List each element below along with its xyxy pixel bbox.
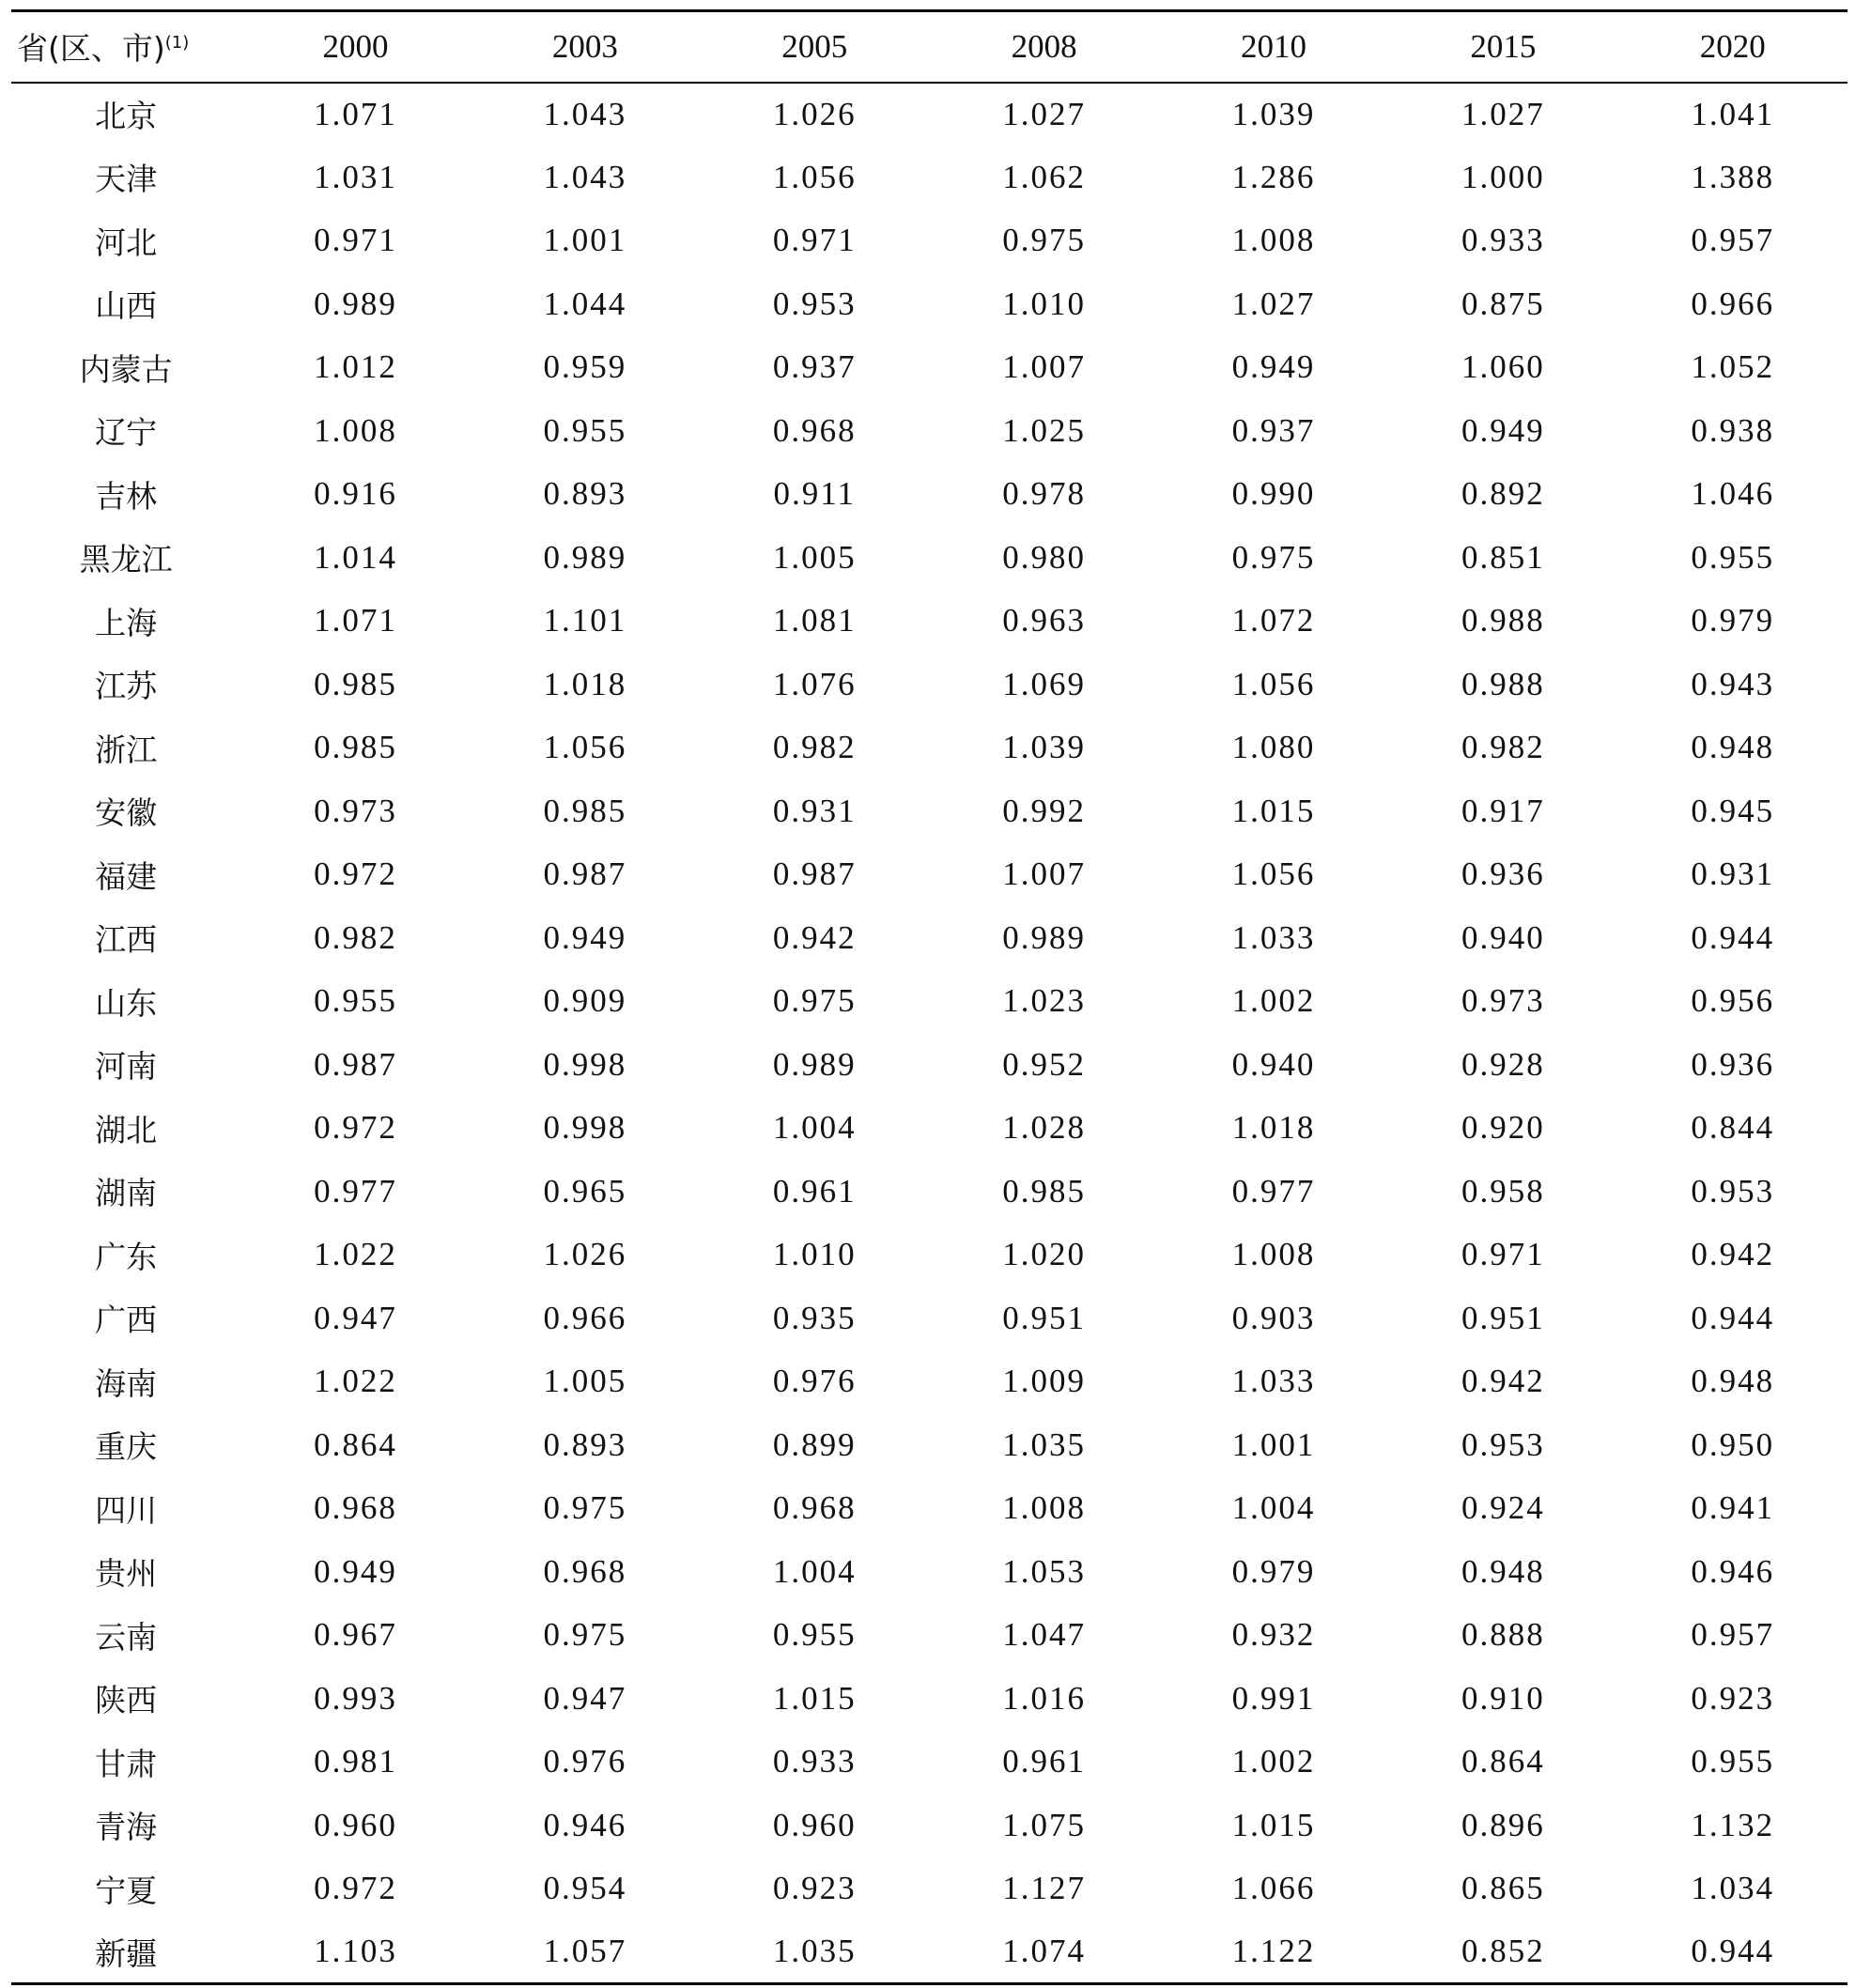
value-cell: 0.959	[543, 348, 627, 386]
value-cell: 1.027	[1002, 95, 1086, 132]
value-cell: 1.025	[1002, 411, 1086, 449]
value-cell: 0.957	[1691, 1616, 1775, 1654]
value-cell: 0.968	[772, 1489, 857, 1527]
value-cell: 0.952	[1002, 1045, 1086, 1083]
value-cell: 0.949	[1231, 348, 1316, 386]
value-cell: 1.008	[1231, 222, 1316, 259]
value-cell: 0.937	[1231, 411, 1316, 449]
value-cell: 0.933	[772, 1743, 857, 1780]
value-cell: 0.931	[1691, 855, 1775, 893]
value-cell: 0.973	[314, 792, 397, 829]
value-cell: 0.972	[314, 1109, 397, 1147]
value-cell: 0.888	[1461, 1616, 1545, 1654]
value-cell: 0.949	[1461, 411, 1545, 449]
province-cell: 辽宁	[95, 414, 158, 452]
value-cell: 0.923	[772, 1870, 857, 1907]
value-cell: 0.973	[1461, 982, 1545, 1020]
value-cell: 1.043	[543, 95, 627, 132]
value-cell: 1.009	[1002, 1363, 1086, 1400]
value-cell: 0.864	[1461, 1743, 1545, 1780]
value-cell: 0.948	[1461, 1552, 1545, 1590]
value-cell: 1.069	[1002, 665, 1086, 702]
value-cell: 1.057	[471, 1920, 700, 1984]
value-cell: 1.076	[772, 665, 857, 702]
province-cell: 天津	[95, 161, 158, 198]
value-cell: 1.015	[772, 1679, 857, 1717]
year-column-header: 2008	[929, 11, 1158, 83]
value-cell: 0.968	[772, 411, 857, 449]
value-cell: 0.993	[314, 1679, 397, 1717]
province-cell: 广东	[95, 1238, 158, 1275]
value-cell: 1.008	[1231, 1236, 1316, 1273]
table-row	[11, 843, 1847, 907]
value-cell: 1.046	[1691, 475, 1775, 513]
value-cell: 1.103	[240, 1920, 470, 1984]
table-row	[11, 209, 1847, 273]
value-cell: 0.987	[772, 855, 857, 893]
value-cell: 1.000	[1461, 158, 1545, 195]
table-row	[11, 1731, 1847, 1795]
year-column-header: 2010	[1159, 11, 1388, 83]
value-cell: 1.071	[314, 602, 397, 640]
table-row	[11, 779, 1847, 843]
value-cell: 1.023	[1002, 982, 1086, 1020]
province-cell: 新疆	[11, 1920, 240, 1984]
value-cell: 1.127	[1002, 1870, 1086, 1907]
value-cell: 1.122	[1159, 1920, 1388, 1984]
province-cell: 浙江	[95, 731, 158, 768]
value-cell: 1.056	[1231, 665, 1316, 702]
value-cell: 1.052	[1691, 348, 1775, 386]
value-cell: 1.034	[1691, 1870, 1775, 1907]
province-cell: 北京	[95, 98, 158, 135]
value-cell: 1.026	[772, 95, 857, 132]
value-cell: 0.955	[314, 982, 397, 1020]
value-cell: 0.988	[1461, 665, 1545, 702]
value-cell: 1.004	[772, 1109, 857, 1147]
value-cell: 0.965	[543, 1172, 627, 1210]
value-cell: 1.047	[1002, 1616, 1086, 1654]
table-row	[11, 83, 1847, 146]
province-cell: 甘肃	[95, 1745, 158, 1782]
table-row	[11, 463, 1847, 527]
value-cell: 0.946	[543, 1806, 627, 1843]
province-cell: 黑龙江	[79, 541, 173, 578]
value-cell: 0.998	[543, 1109, 627, 1147]
value-cell: 1.004	[772, 1552, 857, 1590]
value-cell: 0.977	[314, 1172, 397, 1210]
table-row	[11, 970, 1847, 1034]
value-cell: 0.989	[772, 1045, 857, 1083]
value-cell: 0.957	[1691, 222, 1775, 259]
value-cell: 1.031	[314, 158, 397, 195]
value-cell: 1.035	[1002, 1426, 1086, 1463]
value-cell: 0.975	[543, 1489, 627, 1527]
year-column-header: 2000	[240, 11, 470, 83]
value-cell: 0.966	[1691, 285, 1775, 322]
value-cell: 0.953	[1461, 1426, 1545, 1463]
value-cell: 0.852	[1388, 1920, 1617, 1984]
value-cell: 0.942	[772, 918, 857, 956]
province-cell: 湖南	[95, 1175, 158, 1212]
value-cell: 1.074	[929, 1920, 1158, 1984]
province-cell: 安徽	[95, 794, 158, 832]
value-cell: 0.924	[1461, 1489, 1545, 1527]
table-row	[11, 717, 1847, 780]
province-cell: 河北	[95, 223, 158, 261]
province-cell: 青海	[95, 1809, 158, 1846]
value-cell: 1.018	[543, 665, 627, 702]
value-cell: 0.933	[1461, 222, 1545, 259]
value-cell: 1.060	[1461, 348, 1545, 386]
value-cell: 0.851	[1461, 538, 1545, 576]
table-header-row	[11, 11, 1847, 83]
value-cell: 0.991	[1231, 1679, 1316, 1717]
value-cell: 0.896	[1461, 1806, 1545, 1843]
value-cell: 0.910	[1461, 1679, 1545, 1717]
table-row	[11, 1287, 1847, 1350]
value-cell: 1.043	[543, 158, 627, 195]
value-cell: 0.940	[1461, 918, 1545, 956]
value-cell: 0.844	[1691, 1109, 1775, 1147]
value-cell: 0.989	[543, 538, 627, 576]
value-cell: 1.033	[1231, 918, 1316, 956]
value-cell: 1.008	[314, 411, 397, 449]
value-cell: 1.022	[314, 1363, 397, 1400]
value-cell: 1.010	[772, 1236, 857, 1273]
value-cell: 1.020	[1002, 1236, 1086, 1273]
table-row	[11, 1794, 1847, 1857]
province-cell: 江西	[95, 921, 158, 959]
year-column-header: 2003	[471, 11, 700, 83]
value-cell: 1.066	[1231, 1870, 1316, 1907]
value-cell: 0.948	[1691, 729, 1775, 766]
value-cell: 1.132	[1691, 1806, 1775, 1843]
province-cell: 江苏	[95, 668, 158, 705]
table-row	[11, 906, 1847, 970]
value-cell: 1.027	[1461, 95, 1545, 132]
value-cell: 0.903	[1231, 1299, 1316, 1336]
table-row	[11, 1350, 1847, 1414]
value-cell: 0.990	[1231, 475, 1316, 513]
value-cell: 1.056	[543, 729, 627, 766]
value-cell: 1.007	[1002, 348, 1086, 386]
province-cell: 吉林	[95, 477, 158, 515]
value-cell: 0.941	[1691, 1489, 1775, 1527]
value-cell: 1.002	[1231, 982, 1316, 1020]
value-cell: 1.027	[1231, 285, 1316, 322]
value-cell: 0.923	[1691, 1679, 1775, 1717]
value-cell: 0.979	[1231, 1552, 1316, 1590]
value-cell: 0.865	[1461, 1870, 1545, 1907]
value-cell: 0.955	[1691, 1743, 1775, 1780]
table-row	[11, 590, 1847, 654]
value-cell: 1.008	[1002, 1489, 1086, 1527]
value-cell: 0.920	[1461, 1109, 1545, 1147]
value-cell: 1.004	[1231, 1489, 1316, 1527]
value-cell: 0.958	[1461, 1172, 1545, 1210]
year-column-header: 2005	[700, 11, 929, 83]
table-body	[11, 83, 1847, 1984]
value-cell: 0.961	[1002, 1743, 1086, 1780]
value-cell: 0.960	[772, 1806, 857, 1843]
province-cell: 云南	[95, 1618, 158, 1656]
table-row	[11, 653, 1847, 717]
value-cell: 0.944	[1618, 1920, 1847, 1984]
value-cell: 0.936	[1461, 855, 1545, 893]
value-cell: 1.056	[1231, 855, 1316, 893]
value-cell: 1.005	[772, 538, 857, 576]
value-cell: 0.943	[1691, 665, 1775, 702]
table-row	[11, 146, 1847, 209]
value-cell: 0.982	[314, 918, 397, 956]
value-cell: 1.012	[314, 348, 397, 386]
value-cell: 0.992	[1002, 792, 1086, 829]
value-cell: 0.953	[772, 285, 857, 322]
value-cell: 0.985	[1002, 1172, 1086, 1210]
value-cell: 0.951	[1461, 1299, 1545, 1336]
value-cell: 0.971	[314, 222, 397, 259]
value-cell: 0.892	[1461, 475, 1545, 513]
value-cell: 0.946	[1691, 1552, 1775, 1590]
value-cell: 0.998	[543, 1045, 627, 1083]
province-cell: 广西	[95, 1302, 158, 1339]
data-table-container	[11, 9, 1847, 1985]
value-cell: 0.978	[1002, 475, 1086, 513]
value-cell: 1.062	[1002, 158, 1086, 195]
value-cell: 0.953	[1691, 1172, 1775, 1210]
table-row	[11, 526, 1847, 590]
table-row	[11, 1604, 1847, 1668]
table-row	[11, 1097, 1847, 1161]
value-cell: 0.942	[1691, 1236, 1775, 1273]
value-cell: 0.985	[314, 729, 397, 766]
value-cell: 0.893	[543, 1426, 627, 1463]
value-cell: 1.080	[1231, 729, 1316, 766]
value-cell: 0.960	[314, 1806, 397, 1843]
province-header-label: 省(区、市)	[17, 30, 165, 68]
value-cell: 1.015	[1231, 1806, 1316, 1843]
value-cell: 0.875	[1461, 285, 1545, 322]
province-header-footnote: (1)	[164, 33, 190, 54]
value-cell: 0.948	[1691, 1363, 1775, 1400]
value-cell: 0.961	[772, 1172, 857, 1210]
province-cell: 上海	[95, 604, 158, 641]
value-cell: 0.971	[772, 222, 857, 259]
value-cell: 0.950	[1691, 1426, 1775, 1463]
value-cell: 1.026	[543, 1236, 627, 1273]
value-cell: 1.081	[772, 602, 857, 640]
table-row	[11, 336, 1847, 400]
value-cell: 0.932	[1231, 1616, 1316, 1654]
province-cell: 内蒙古	[79, 350, 173, 388]
value-cell: 0.968	[314, 1489, 397, 1527]
value-cell: 1.016	[1002, 1679, 1086, 1717]
table-row	[11, 1857, 1847, 1921]
value-cell: 0.955	[543, 411, 627, 449]
value-cell: 0.947	[543, 1679, 627, 1717]
value-cell: 1.001	[543, 222, 627, 259]
value-cell: 0.977	[1231, 1172, 1316, 1210]
value-cell: 0.966	[543, 1299, 627, 1336]
value-cell: 1.010	[1002, 285, 1086, 322]
value-cell: 0.909	[543, 982, 627, 1020]
value-cell: 0.976	[772, 1363, 857, 1400]
value-cell: 1.035	[700, 1920, 929, 1984]
value-cell: 0.938	[1691, 411, 1775, 449]
value-cell: 0.945	[1691, 792, 1775, 829]
value-cell: 0.944	[1691, 918, 1775, 956]
value-cell: 0.954	[543, 1870, 627, 1907]
value-cell: 0.893	[543, 475, 627, 513]
value-cell: 0.972	[314, 1870, 397, 1907]
table-row	[11, 1667, 1847, 1731]
province-index-table	[11, 9, 1847, 1985]
table-row	[11, 272, 1847, 336]
value-cell: 1.002	[1231, 1743, 1316, 1780]
value-cell: 1.039	[1002, 729, 1086, 766]
value-cell: 0.955	[772, 1616, 857, 1654]
province-cell: 海南	[95, 1364, 158, 1402]
value-cell: 0.989	[314, 285, 397, 322]
value-cell: 0.944	[1691, 1299, 1775, 1336]
province-cell: 山西	[95, 287, 158, 325]
province-cell: 山东	[95, 984, 158, 1022]
value-cell: 0.949	[314, 1552, 397, 1590]
value-cell: 0.982	[772, 729, 857, 766]
value-cell: 0.955	[1691, 538, 1775, 576]
value-cell: 0.975	[1002, 222, 1086, 259]
value-cell: 0.987	[314, 1045, 397, 1083]
value-cell: 0.928	[1461, 1045, 1545, 1083]
value-cell: 0.980	[1002, 538, 1086, 576]
table-row	[11, 1413, 1847, 1477]
table-row	[11, 399, 1847, 463]
value-cell: 1.014	[314, 538, 397, 576]
province-cell: 河南	[95, 1048, 158, 1086]
table-row	[11, 1160, 1847, 1224]
value-cell: 1.056	[772, 158, 857, 195]
province-column-header	[11, 11, 240, 83]
value-cell: 1.018	[1231, 1109, 1316, 1147]
table-row	[11, 1920, 1847, 1984]
value-cell: 0.949	[543, 918, 627, 956]
value-cell: 0.951	[1002, 1299, 1086, 1336]
value-cell: 0.968	[543, 1552, 627, 1590]
value-cell: 1.028	[1002, 1109, 1086, 1147]
value-cell: 0.864	[314, 1426, 397, 1463]
value-cell: 1.075	[1002, 1806, 1086, 1843]
value-cell: 0.935	[772, 1299, 857, 1336]
value-cell: 1.015	[1231, 792, 1316, 829]
table-row	[11, 1540, 1847, 1604]
table-row	[11, 1224, 1847, 1287]
province-cell: 陕西	[95, 1682, 158, 1719]
province-cell: 重庆	[95, 1428, 158, 1466]
value-cell: 1.101	[543, 602, 627, 640]
value-cell: 0.985	[314, 665, 397, 702]
value-cell: 0.989	[1002, 918, 1086, 956]
value-cell: 0.975	[543, 1616, 627, 1654]
province-cell: 四川	[95, 1491, 158, 1529]
value-cell: 1.071	[314, 95, 397, 132]
province-cell: 宁夏	[95, 1872, 158, 1909]
value-cell: 1.001	[1231, 1426, 1316, 1463]
value-cell: 0.916	[314, 475, 397, 513]
value-cell: 0.987	[543, 855, 627, 893]
value-cell: 0.911	[773, 475, 856, 513]
province-cell: 福建	[95, 857, 158, 895]
province-cell: 贵州	[95, 1555, 158, 1593]
value-cell: 0.967	[314, 1616, 397, 1654]
value-cell: 1.022	[314, 1236, 397, 1273]
province-cell: 湖北	[95, 1111, 158, 1148]
value-cell: 0.979	[1691, 602, 1775, 640]
value-cell: 0.917	[1461, 792, 1545, 829]
value-cell: 0.982	[1461, 729, 1545, 766]
value-cell: 0.937	[772, 348, 857, 386]
year-column-header: 2020	[1618, 11, 1847, 83]
value-cell: 0.976	[543, 1743, 627, 1780]
value-cell: 0.940	[1231, 1045, 1316, 1083]
value-cell: 1.286	[1231, 158, 1316, 195]
value-cell: 1.044	[543, 285, 627, 322]
value-cell: 0.985	[543, 792, 627, 829]
value-cell: 1.039	[1231, 95, 1316, 132]
value-cell: 0.947	[314, 1299, 397, 1336]
value-cell: 0.899	[772, 1426, 857, 1463]
value-cell: 0.936	[1691, 1045, 1775, 1083]
value-cell: 0.963	[1002, 602, 1086, 640]
value-cell: 1.388	[1691, 158, 1775, 195]
year-column-header: 2015	[1388, 11, 1617, 83]
value-cell: 0.942	[1461, 1363, 1545, 1400]
value-cell: 0.931	[772, 792, 857, 829]
value-cell: 1.033	[1231, 1363, 1316, 1400]
table-row	[11, 1477, 1847, 1541]
value-cell: 1.053	[1002, 1552, 1086, 1590]
value-cell: 1.005	[543, 1363, 627, 1400]
value-cell: 0.988	[1461, 602, 1545, 640]
value-cell: 0.975	[772, 982, 857, 1020]
value-cell: 0.956	[1691, 982, 1775, 1020]
table-row	[11, 1033, 1847, 1097]
value-cell: 0.971	[1461, 1236, 1545, 1273]
value-cell: 0.972	[314, 855, 397, 893]
value-cell: 1.041	[1691, 95, 1775, 132]
value-cell: 0.975	[1231, 538, 1316, 576]
value-cell: 1.072	[1231, 602, 1316, 640]
value-cell: 0.981	[314, 1743, 397, 1780]
value-cell: 1.007	[1002, 855, 1086, 893]
